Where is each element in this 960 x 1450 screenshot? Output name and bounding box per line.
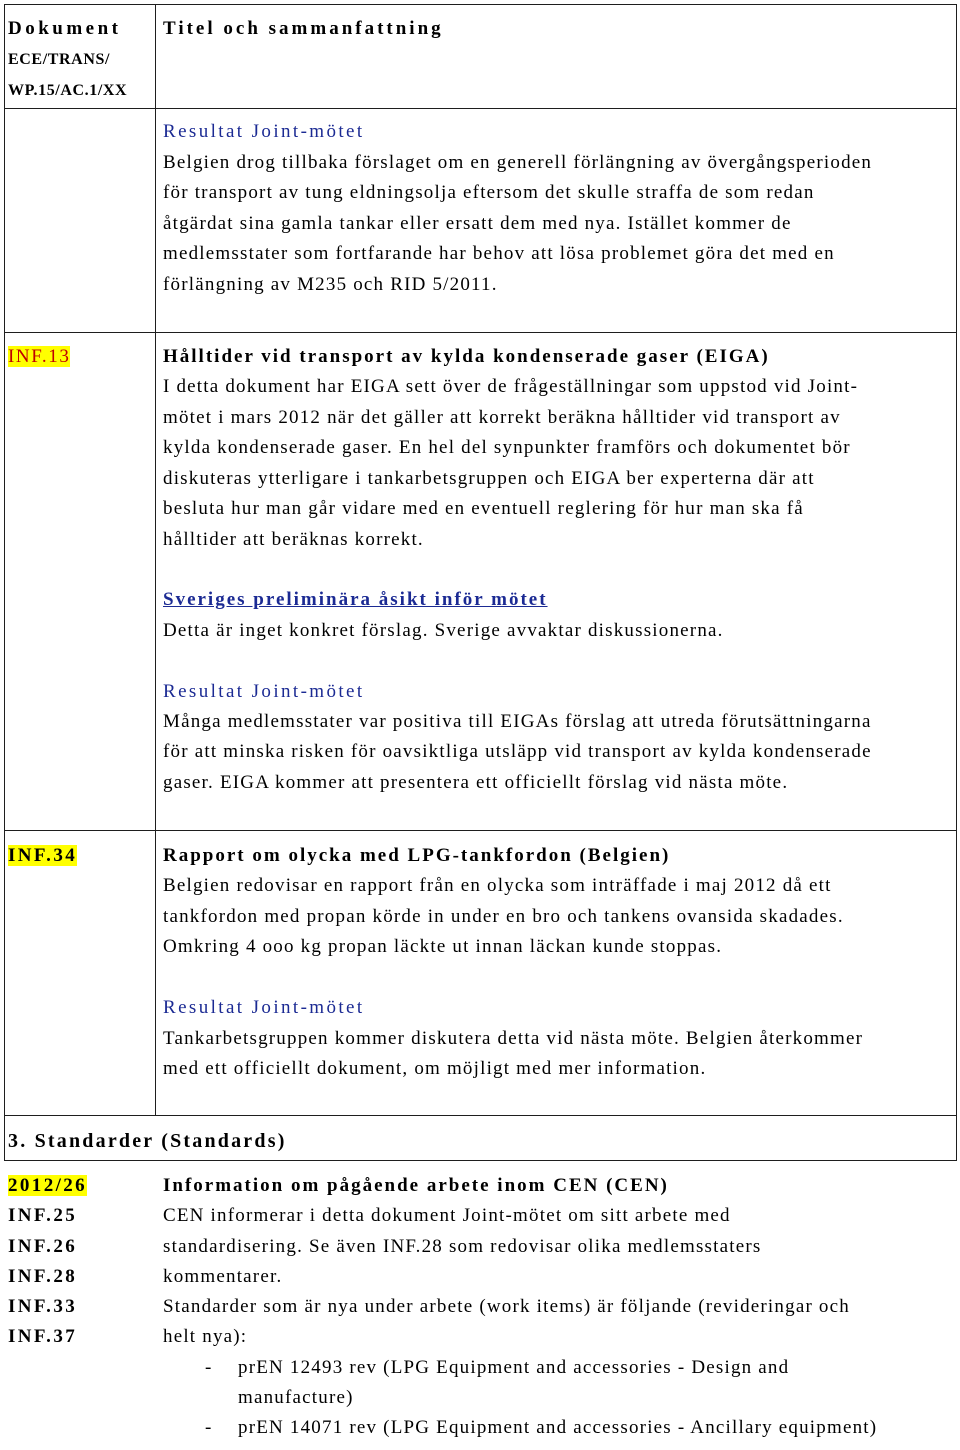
body-line: tankfordon med propan körde in under en bro och tankens ovansida skadades. [163, 905, 844, 927]
body-line: Standarder som är nya under arbete (work items) är följande (revideringar och [163, 1296, 850, 1317]
body-line: kommentarer. [163, 1265, 283, 1287]
body-line: hålltider att beräknas korrekt. [163, 528, 424, 550]
inf13-ref-cell [8, 342, 70, 372]
result-heading: Resultat Joint-mötet [163, 680, 365, 702]
document-ref-inf13: INF.13 [8, 346, 71, 367]
row-divider [4, 830, 957, 831]
cen-summary [163, 1171, 877, 1443]
body-line: Belgien redovisar en rapport från en olycka som inträffade i maj 2012 då ett [163, 875, 832, 897]
document-ref-line: ECE/TRANS/ [8, 51, 111, 68]
column-title: Titel och sammanfattning [163, 18, 444, 39]
item-title: Hålltider vid transport av kylda kondenserade gaser (EIGA) [163, 346, 770, 367]
body-line: Många medlemsstater var positiva till EIGAs förslag att utreda förutsättningarna [163, 711, 872, 733]
body-line: CEN informerar i detta dokument Joint-mötet om sitt arbete med [163, 1205, 731, 1227]
table-border-right [956, 4, 957, 1161]
body-line: standardisering. Se även INF.28 som redovisar olika medlemsstaters [163, 1235, 762, 1257]
list-item [163, 1413, 877, 1443]
section-heading: 3. Standarder (Standards) [8, 1130, 287, 1152]
body-line: med ett officiellt dokument, om möjligt med mer information. [163, 1057, 707, 1079]
column-divider [155, 4, 156, 1115]
body-line: I detta dokument har EIGA sett över de frågeställningar som uppstod vid Joint- [163, 376, 859, 398]
inf13-summary [163, 342, 872, 798]
header-document-cell [8, 13, 127, 106]
inf34-ref-cell [8, 841, 77, 871]
row-divider [4, 332, 957, 333]
prev-item-summary [163, 117, 872, 301]
body-line: förlängning av M235 och RID 5/2011. [163, 273, 498, 295]
paragraph-spacer [163, 555, 872, 585]
list-item-text: manufacture) [238, 1386, 354, 1408]
list-item [163, 1353, 877, 1383]
body-line: besluta hur man går vidare med en eventuell reglering för hur man ska få [163, 498, 804, 520]
list-item-text: prEN 12493 rev (LPG Equipment and accessories - Design and [238, 1356, 790, 1378]
document-ref: 2012/26 [8, 1175, 88, 1196]
body-line: för transport av tung eldningsolja eftersom det skulle straffa de som redan [163, 182, 815, 204]
inf34-summary [163, 841, 863, 1084]
row-divider [4, 1115, 957, 1116]
table-border-top [4, 4, 957, 5]
item-title: Information om pågående arbete inom CEN (CEN) [163, 1175, 669, 1196]
header-row-divider [4, 108, 957, 109]
body-line: mötet i mars 2012 när det gäller att korrekt beräkna hålltider vid transport av [163, 406, 841, 428]
document-ref-inf34: INF.34 [8, 845, 78, 866]
paragraph-spacer [163, 646, 872, 676]
document-ref: INF.26 [8, 1235, 78, 1257]
document-ref: INF.25 [8, 1205, 78, 1227]
header-title-cell [163, 13, 444, 44]
body-line: Tankarbetsgruppen kommer diskutera detta vid nästa möte. Belgien återkommer [163, 1027, 864, 1049]
table-border-left [4, 4, 5, 1161]
body-line: helt nya): [163, 1326, 248, 1348]
result-heading: Resultat Joint-mötet [163, 997, 365, 1019]
item-title: Rapport om olycka med LPG-tankfordon (Belgien) [163, 845, 671, 866]
result-heading: Resultat Joint-mötet [163, 121, 365, 142]
section-3-row [8, 1126, 287, 1156]
body-line: medlemsstater som fortfarande har behov att lösa problemet göra det med en [163, 243, 835, 265]
body-line: Detta är inget konkret förslag. Sverige avvaktar diskussionerna. [163, 619, 724, 641]
document-ref: INF.37 [8, 1326, 78, 1348]
body-line: gaser. EIGA kommer att presentera ett officiellt förslag vid nästa möte. [163, 771, 789, 793]
paragraph-spacer [163, 963, 863, 993]
body-line: Belgien drog tillbaka förslaget om en generell förlängning av övergångsperioden [163, 151, 873, 173]
body-line: Omkring 4 ooo kg propan läckte ut innan läckan kunde stoppas. [163, 936, 723, 958]
document-ref-line: WP.15/AC.1/XX [8, 82, 128, 99]
document-label: Dokument [8, 18, 122, 39]
body-line: åtgärdat sina gamla tankar eller ersatt dem med nya. Istället kommer de [163, 212, 792, 234]
list-item-text: prEN 14071 rev (LPG Equipment and accessories - Ancillary equipment) [238, 1417, 878, 1438]
body-line: diskuteras ytterligare i tankarbetsgruppen och EIGA ber experterna där att [163, 467, 815, 489]
body-line: för att minska risken för oavsiktliga utsläpp vid transport av kylda kondenserade [163, 741, 872, 763]
section-divider [4, 1160, 957, 1161]
list-marker: - [205, 1417, 213, 1438]
cen-refs-cell [8, 1171, 87, 1353]
list-item-continuation [163, 1383, 877, 1413]
sweden-opinion-heading: Sveriges preliminära åsikt inför mötet [163, 589, 548, 611]
list-marker: - [205, 1356, 213, 1378]
document-ref: INF.28 [8, 1265, 78, 1287]
body-line: kylda kondenserade gaser. En hel del synpunkter framförs och dokumentet bör [163, 437, 851, 459]
document-ref: INF.33 [8, 1296, 78, 1317]
